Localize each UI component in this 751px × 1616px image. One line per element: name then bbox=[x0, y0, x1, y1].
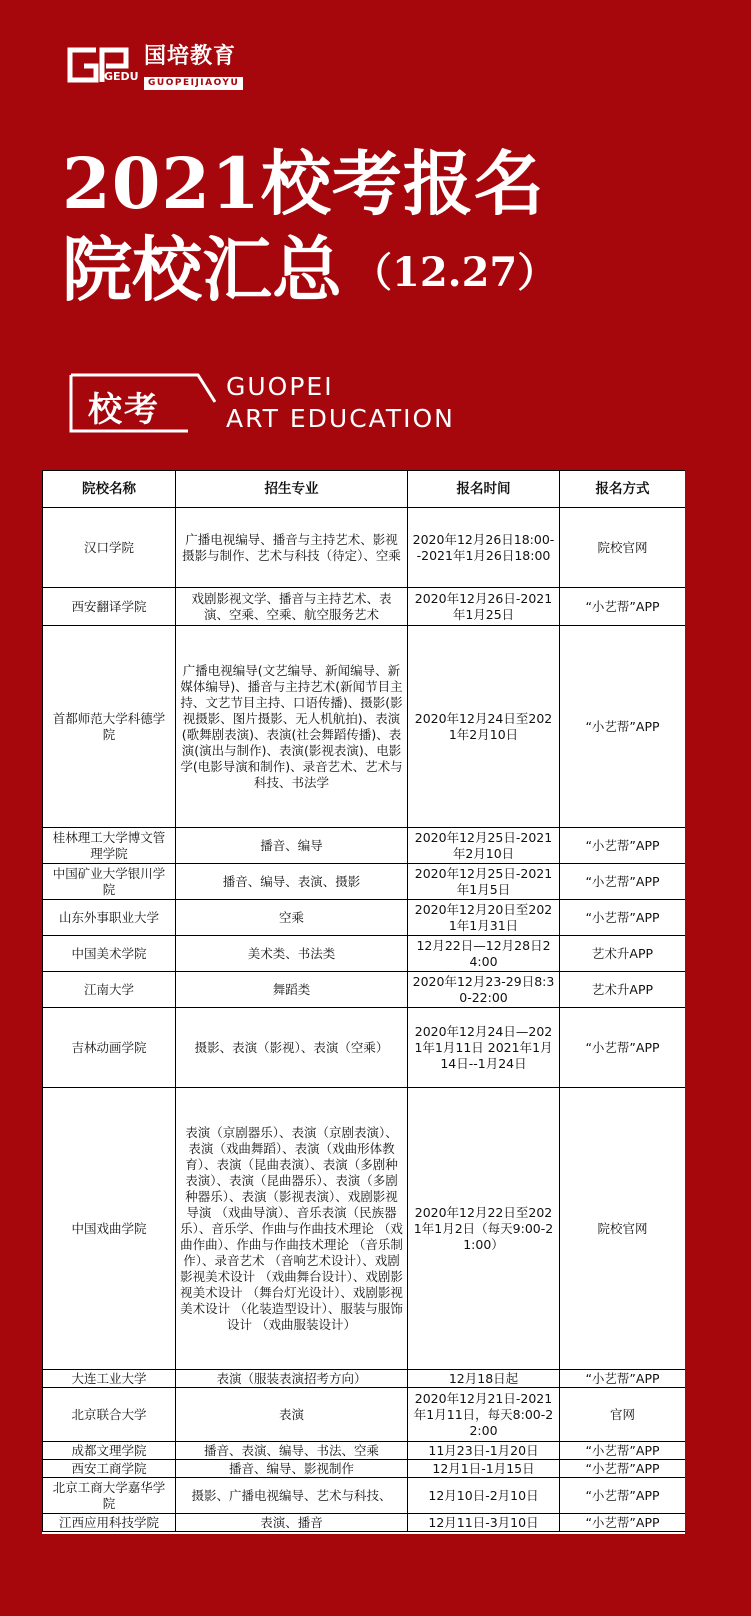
cell-majors: 摄影、表演（影视）、表演（空乘） bbox=[176, 1008, 408, 1088]
cell-method: “小艺帮”APP bbox=[560, 1370, 686, 1388]
cell-method: “小艺帮”APP bbox=[560, 1514, 686, 1532]
logo-chinese-name: 国培教育 bbox=[144, 44, 237, 69]
header-method: 报名方式 bbox=[560, 471, 686, 508]
cell-time: 2020年12月25日-2021年2月10日 bbox=[408, 828, 560, 864]
table-row bbox=[43, 588, 686, 626]
cell-majors: 播音、编导、影视制作 bbox=[176, 1460, 408, 1478]
page-title-main: 院校汇总 bbox=[62, 228, 342, 311]
schools-table-container bbox=[42, 470, 685, 1534]
cell-time: 2020年12月26日-2021年1月25日 bbox=[408, 588, 560, 626]
cell-time: 2020年12月24日—2021年1月11日 2021年1月14日--1月24日 bbox=[408, 1008, 560, 1088]
table-row bbox=[43, 1514, 686, 1532]
cell-school: 江南大学 bbox=[43, 972, 176, 1008]
cell-time: 12月11日-3月10日 bbox=[408, 1514, 560, 1532]
cell-school: 汉口学院 bbox=[43, 508, 176, 588]
cell-school: 中国戏曲学院 bbox=[43, 1088, 176, 1370]
table-row bbox=[43, 1478, 686, 1514]
table-row bbox=[43, 1388, 686, 1442]
cell-method: “小艺帮”APP bbox=[560, 588, 686, 626]
cell-school: 西安翻译学院 bbox=[43, 588, 176, 626]
cell-school: 大连工业大学 bbox=[43, 1370, 176, 1388]
cell-time: 12月1日-1月15日 bbox=[408, 1460, 560, 1478]
cell-school: 中国美术学院 bbox=[43, 936, 176, 972]
table-row bbox=[43, 1442, 686, 1460]
cell-time: 2020年12月21日-2021年1月11日，每天8:00-22:00 bbox=[408, 1388, 560, 1442]
cell-method: “小艺帮”APP bbox=[560, 900, 686, 936]
cell-time: 2020年12月22日至2021年1月2日（每天9:00-21:00） bbox=[408, 1088, 560, 1370]
cell-method: “小艺帮”APP bbox=[560, 828, 686, 864]
table-row bbox=[43, 1008, 686, 1088]
table-row bbox=[43, 864, 686, 900]
table-row bbox=[43, 828, 686, 864]
brand-line2: ART EDUCATION bbox=[226, 404, 455, 433]
cell-majors: 美术类、书法类 bbox=[176, 936, 408, 972]
table-header-row bbox=[43, 471, 686, 508]
cell-majors: 表演（京剧器乐）、表演（京剧表演）、表演（戏曲舞蹈）、表演（戏曲形体教育）、表演（昆曲表演）、表演（多剧种表演）、表演（昆曲器乐）、表演（多剧种器乐）、表演（影视表演）、戏剧影视导演 （戏曲导演）、音乐表演（民族器乐）、音乐学、作曲与作曲技术理论 （戏曲作曲）、作曲与作曲技术理论 （音乐制作）、录音艺术 （音响艺术设计）、戏剧影视美术设计 （戏曲舞台设计）、戏剧影视美术设计 （舞台灯光设计）、戏剧影视美术设计 （化装造型设计）、服装与服饰设计 （戏曲服装设计） bbox=[176, 1088, 408, 1370]
schools-table bbox=[42, 470, 685, 1532]
cell-school: 北京工商大学嘉华学院 bbox=[43, 1478, 176, 1514]
cell-time: 2020年12月23-29日8:30-22:00 bbox=[408, 972, 560, 1008]
logo bbox=[66, 44, 243, 90]
table-row bbox=[43, 1460, 686, 1478]
header-majors: 招生专业 bbox=[176, 471, 408, 508]
cell-majors: 广播电视编导、播音与主持艺术、影视摄影与制作、艺术与科技（待定）、空乘 bbox=[176, 508, 408, 588]
table-row bbox=[43, 626, 686, 828]
cell-school: 首都师范大学科德学院 bbox=[43, 626, 176, 828]
header-school: 院校名称 bbox=[43, 471, 176, 508]
page-title-date: （12.27） bbox=[352, 249, 558, 296]
cell-school: 桂林理工大学博文管理学院 bbox=[43, 828, 176, 864]
xiaokao-badge bbox=[68, 372, 216, 434]
page-title-line1: 2021校考报名 bbox=[62, 142, 545, 225]
cell-method: “小艺帮”APP bbox=[560, 1460, 686, 1478]
cell-majors: 空乘 bbox=[176, 900, 408, 936]
cell-time: 12月18日起 bbox=[408, 1370, 560, 1388]
cell-school: 西安工商学院 bbox=[43, 1460, 176, 1478]
cell-time: 2020年12月20日至2021年1月31日 bbox=[408, 900, 560, 936]
table-body bbox=[43, 508, 686, 1532]
cell-majors: 播音、编导 bbox=[176, 828, 408, 864]
cell-method: 院校官网 bbox=[560, 1088, 686, 1370]
cell-time: 2020年12月24日至2021年2月10日 bbox=[408, 626, 560, 828]
cell-method: 官网 bbox=[560, 1388, 686, 1442]
cell-method: 院校官网 bbox=[560, 508, 686, 588]
cell-majors: 表演 bbox=[176, 1388, 408, 1442]
cell-school: 山东外事职业大学 bbox=[43, 900, 176, 936]
cell-method: 艺术升APP bbox=[560, 972, 686, 1008]
header-time: 报名时间 bbox=[408, 471, 560, 508]
logo-mark-text: GEDU bbox=[104, 70, 139, 83]
cell-majors: 舞蹈类 bbox=[176, 972, 408, 1008]
logo-english-name: GUOPEIJIAOYU bbox=[144, 77, 243, 90]
cell-time: 12月10日-2月10日 bbox=[408, 1478, 560, 1514]
table-row bbox=[43, 508, 686, 588]
cell-school: 江西应用科技学院 bbox=[43, 1514, 176, 1532]
cell-time: 12月22日—12月28日24:00 bbox=[408, 936, 560, 972]
cell-majors: 广播电视编导(文艺编导、新闻编导、新媒体编导)、播音与主持艺术(新闻节目主持、文艺节目主持、口语传播)、摄影(影视摄影、图片摄影、无人机航拍)、表演(歌舞剧表演)、表演(社会舞蹈传播)、表演(演出与制作)、表演(影视表演)、电影学(电影导演和制作)、录音艺术、艺术与科技、书法学 bbox=[176, 626, 408, 828]
cell-school: 成都文理学院 bbox=[43, 1442, 176, 1460]
cell-method: “小艺帮”APP bbox=[560, 864, 686, 900]
table-row bbox=[43, 936, 686, 972]
brand-line1: GUOPEI bbox=[226, 372, 334, 401]
table-row bbox=[43, 900, 686, 936]
cell-school: 吉林动画学院 bbox=[43, 1008, 176, 1088]
cell-time: 11月23日-1月20日 bbox=[408, 1442, 560, 1460]
cell-majors: 表演（服装表演招考方向） bbox=[176, 1370, 408, 1388]
cell-method: “小艺帮”APP bbox=[560, 626, 686, 828]
cell-method: 艺术升APP bbox=[560, 936, 686, 972]
cell-method: “小艺帮”APP bbox=[560, 1442, 686, 1460]
cell-majors: 播音、表演、编导、书法、空乘 bbox=[176, 1442, 408, 1460]
cell-time: 2020年12月26日18:00--2021年1月26日18:00 bbox=[408, 508, 560, 588]
badge-text: 校考 bbox=[88, 390, 160, 430]
cell-method: “小艺帮”APP bbox=[560, 1478, 686, 1514]
cell-school: 中国矿业大学银川学院 bbox=[43, 864, 176, 900]
gedu-logo-mark bbox=[66, 44, 138, 88]
table-row bbox=[43, 1088, 686, 1370]
table-row bbox=[43, 972, 686, 1008]
page-title-line2 bbox=[62, 228, 557, 315]
cell-majors: 摄影、广播电视编导、艺术与科技、 bbox=[176, 1478, 408, 1514]
cell-majors: 戏剧影视文学、播音与主持艺术、表演、空乘、空乘、航空服务艺术 bbox=[176, 588, 408, 626]
cell-majors: 表演、播音 bbox=[176, 1514, 408, 1532]
cell-majors: 播音、编导、表演、摄影 bbox=[176, 864, 408, 900]
cell-time: 2020年12月25日-2021年1月5日 bbox=[408, 864, 560, 900]
cell-method: “小艺帮”APP bbox=[560, 1008, 686, 1088]
table-row bbox=[43, 1370, 686, 1388]
cell-school: 北京联合大学 bbox=[43, 1388, 176, 1442]
